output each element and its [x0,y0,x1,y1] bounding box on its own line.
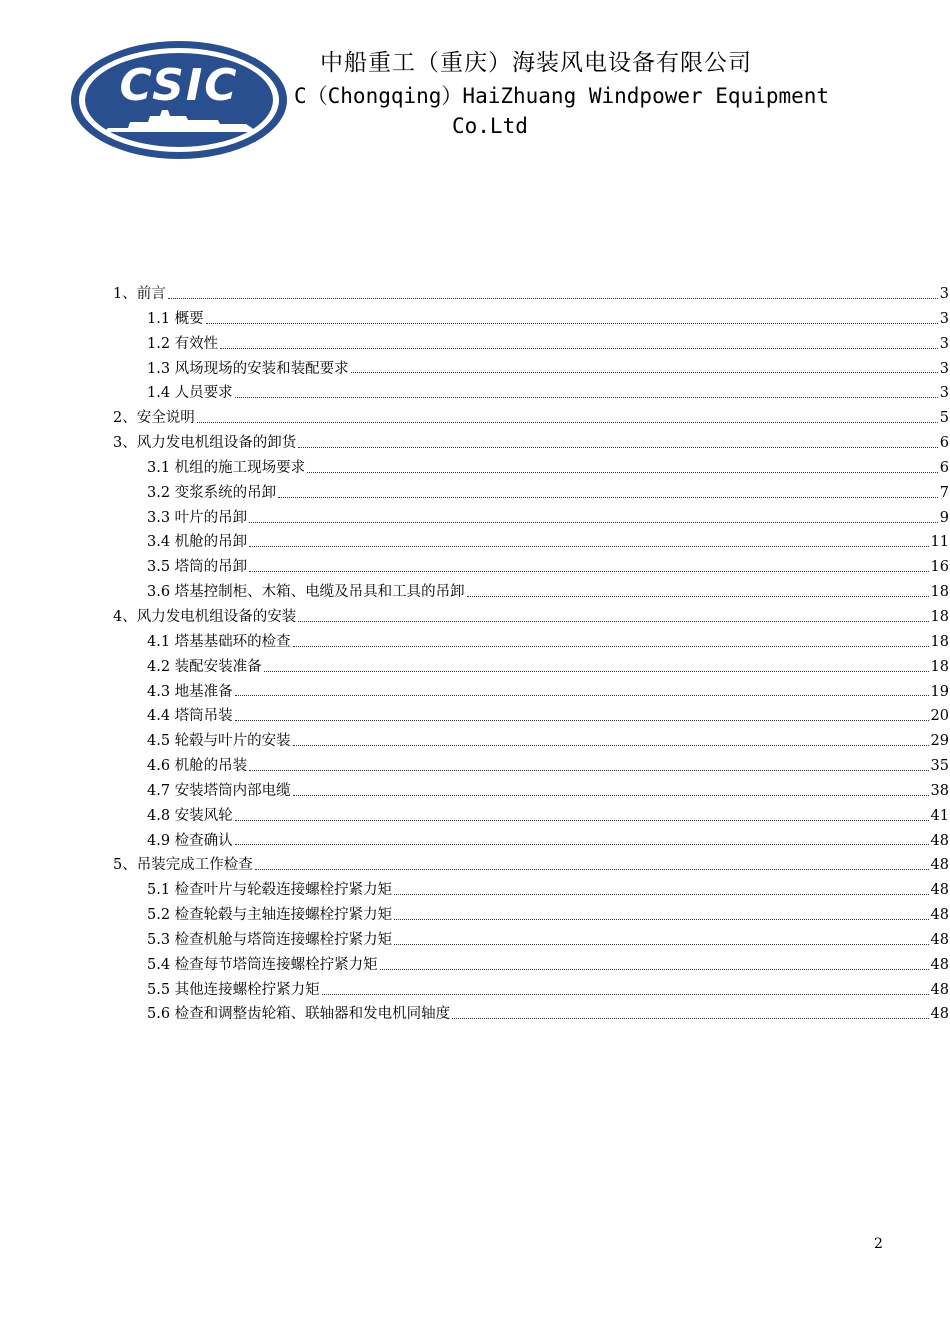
toc-entry-label: 5.5 其他连接螺栓拧紧力矩 [147,981,320,998]
toc-entry-label: 1.4 人员要求 [147,385,233,402]
toc-entry[interactable] [113,406,949,431]
toc-leader-dots [293,646,929,647]
toc-entry-page: 3 [939,310,949,327]
toc-entry-label: 5.2 检查轮毂与主轴连接螺栓拧紧力矩 [147,907,393,924]
toc-entry-page: 48 [930,832,949,849]
company-name-cn: 中船重工（重庆）海装风电设备有限公司 [320,50,752,76]
toc-entry[interactable] [113,729,949,754]
toc-entry[interactable] [113,307,949,332]
toc-entry-page: 35 [930,758,949,775]
toc-entry[interactable] [113,829,949,854]
toc-entry-label: 1.2 有效性 [147,335,219,352]
toc-entry-label: 1、前言 [113,286,166,302]
toc-entry-page: 48 [930,907,949,924]
toc-entry-page: 41 [930,807,949,824]
toc-leader-dots [249,522,938,523]
toc-entry-page: 48 [930,1006,949,1023]
toc-entry[interactable] [113,282,949,307]
toc-entry[interactable] [113,506,949,531]
toc-entry-page: 18 [930,633,949,650]
toc-entry-page: 48 [930,857,949,874]
toc-leader-dots [351,372,938,373]
toc-leader-dots [293,745,929,746]
toc-entry-page: 3 [939,286,949,302]
toc-entry-page: 5 [939,410,949,427]
company-name-en-line2: Co.Ltd [452,114,528,138]
toc-entry-label: 5.6 检查和调整齿轮箱、联轴器和发电机同轴度 [147,1006,451,1023]
toc-entry-page: 20 [930,708,949,725]
toc-leader-dots [206,323,938,324]
toc-entry-page: 29 [930,733,949,750]
toc-entry-label: 4.4 塔筒吊装 [147,708,233,725]
toc-entry-label: 5.3 检查机舱与塔筒连接螺栓拧紧力矩 [147,931,393,948]
toc-entry[interactable] [113,680,949,705]
toc-entry[interactable] [113,1002,949,1027]
toc-entry-label: 4.6 机舱的吊装 [147,758,248,775]
toc-entry-label: 4.1 塔基基础环的检查 [147,633,291,650]
toc-leader-dots [235,844,929,845]
toc-leader-dots [394,919,928,920]
toc-leader-dots [235,720,929,721]
toc-entry-page: 6 [939,435,949,452]
toc-entry[interactable] [113,332,949,357]
toc-leader-dots [249,770,928,771]
csic-logo [68,38,290,162]
toc-entry-page: 48 [930,956,949,973]
toc-entry-label: 4.2 装配安装准备 [147,658,262,675]
toc-entry-label: 5.4 检查每节塔筒连接螺栓拧紧力矩 [147,956,378,973]
toc-entry-page: 11 [930,534,949,551]
toc-entry-label: 4.9 检查确认 [147,832,233,849]
table-of-contents [113,282,949,1027]
toc-entry-page: 7 [939,484,949,501]
toc-leader-dots [394,944,928,945]
toc-entry-label: 2、安全说明 [113,410,195,427]
toc-leader-dots [307,472,938,473]
toc-entry-page: 18 [930,584,949,601]
toc-entry[interactable] [113,655,949,680]
toc-entry[interactable] [113,381,949,406]
toc-entry-label: 3.3 叶片的吊卸 [147,509,248,526]
toc-leader-dots [235,820,929,821]
toc-entry[interactable] [113,903,949,928]
toc-leader-dots [197,422,938,423]
toc-entry-label: 1.3 风场现场的安装和装配要求 [147,360,349,377]
page-number: 2 [874,1236,883,1252]
toc-leader-dots [235,695,929,696]
toc-entry-page: 18 [930,658,949,675]
toc-leader-dots [298,447,938,448]
toc-entry-label: 3.4 机舱的吊卸 [147,534,248,551]
logo-text: CSIC [119,60,239,111]
toc-entry[interactable] [113,456,949,481]
toc-entry-page: 6 [939,459,949,476]
toc-entry-page: 48 [930,882,949,899]
toc-leader-dots [452,1018,928,1019]
toc-leader-dots [467,596,929,597]
toc-leader-dots [235,397,938,398]
toc-leader-dots [394,894,928,895]
toc-entry-label: 3.2 变浆系统的吊卸 [147,484,277,501]
toc-leader-dots [249,571,928,572]
toc-entry-page: 38 [930,782,949,799]
toc-leader-dots [220,348,938,349]
toc-entry-page: 48 [930,931,949,948]
toc-entry[interactable] [113,580,949,605]
toc-entry[interactable] [113,878,949,903]
toc-entry-label: 3、风力发电机组设备的卸货 [113,435,297,452]
toc-entry[interactable] [113,431,949,456]
toc-entry[interactable] [113,779,949,804]
toc-leader-dots [264,671,929,672]
toc-entry-label: 3.5 塔筒的吊卸 [147,559,248,576]
toc-entry[interactable] [113,853,949,878]
toc-leader-dots [278,497,938,498]
toc-entry-page: 19 [930,683,949,700]
toc-entry-page: 16 [930,559,949,576]
toc-entry-label: 4.5 轮毂与叶片的安装 [147,733,291,750]
toc-entry-label: 4、风力发电机组设备的安装 [113,608,297,625]
toc-leader-dots [255,869,929,870]
toc-entry-page: 18 [930,608,949,625]
toc-entry-page: 3 [939,360,949,377]
toc-entry[interactable] [113,704,949,729]
toc-entry-label: 4.7 安装塔筒内部电缆 [147,782,291,799]
toc-entry[interactable] [113,804,949,829]
toc-entry-label: 3.1 机组的施工现场要求 [147,459,306,476]
toc-entry-page: 9 [939,509,949,526]
toc-entry[interactable] [113,953,949,978]
toc-leader-dots [298,621,928,622]
toc-entry[interactable] [113,481,949,506]
company-name-en-line1: C（Chongqing）HaiZhuang Windpower Equipment [294,84,830,108]
toc-entry[interactable] [113,530,949,555]
toc-entry-page: 48 [930,981,949,998]
toc-entry-page: 3 [939,335,949,352]
toc-leader-dots [380,969,929,970]
toc-entry[interactable] [113,978,949,1003]
toc-entry[interactable] [113,928,949,953]
toc-leader-dots [168,298,938,299]
toc-entry-page: 3 [939,385,949,402]
toc-leader-dots [322,994,929,995]
toc-leader-dots [293,795,929,796]
toc-leader-dots [249,546,928,547]
toc-entry[interactable] [113,630,949,655]
toc-entry-label: 3.6 塔基控制柜、木箱、电缆及吊具和工具的吊卸 [147,584,465,601]
toc-entry-label: 5、吊装完成工作检查 [113,857,253,874]
toc-entry[interactable] [113,555,949,580]
toc-entry[interactable] [113,357,949,382]
toc-entry-label: 1.1 概要 [147,310,204,327]
toc-entry-label: 4.8 安装风轮 [147,807,233,824]
toc-entry[interactable] [113,754,949,779]
toc-entry-label: 4.3 地基准备 [147,683,233,700]
toc-entry[interactable] [113,605,949,630]
toc-entry-label: 5.1 检查叶片与轮毂连接螺栓拧紧力矩 [147,882,393,899]
